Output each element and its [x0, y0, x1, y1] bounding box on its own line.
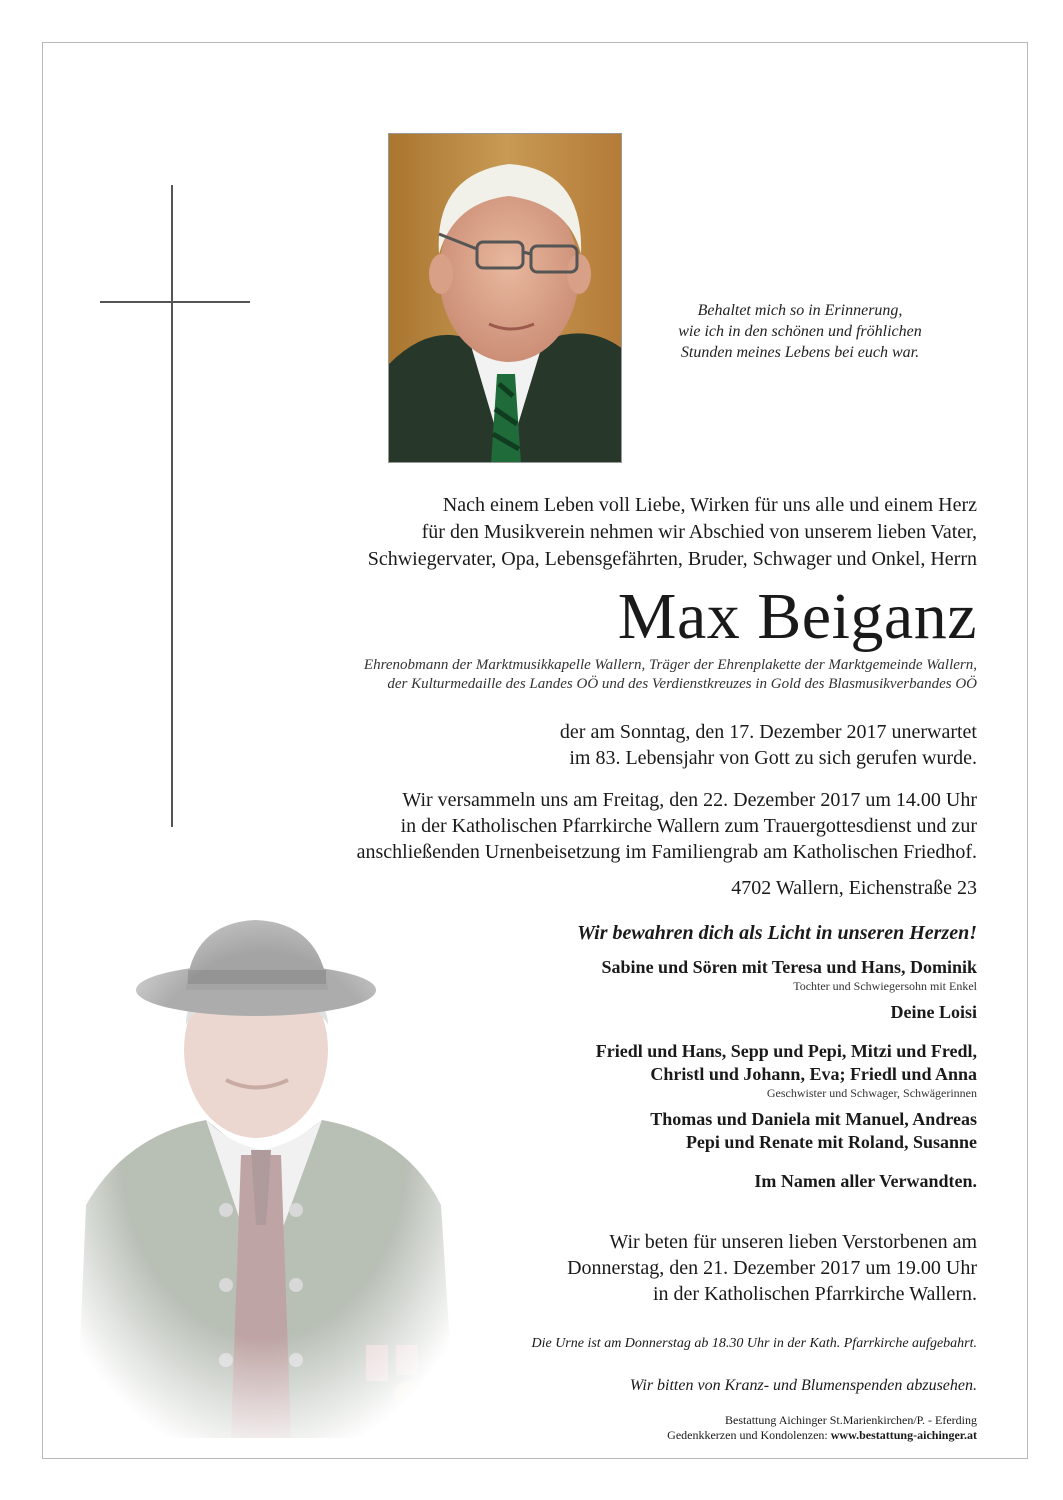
flowers-note: Wir bitten von Kranz- und Blumenspenden abzusehen.: [629, 1377, 977, 1394]
memorial-verse: [640, 300, 960, 363]
prayer-notice: [567, 1229, 977, 1307]
deceased-name: Max Beiganz: [617, 580, 977, 653]
honors-line: der Kulturmedaille des Landes OÖ und des Verdienstkreuzes in Gold des Blasmusikverbandes OÖ: [387, 676, 977, 692]
intro-line: für den Musikverein nehmen wir Abschied von unserem lieben Vater,: [421, 521, 977, 543]
undertaker-url[interactable]: www.bestattung-aichinger.at: [830, 1428, 977, 1442]
cross-icon: [171, 185, 173, 827]
death-notice: [560, 719, 977, 771]
funeral-line: Wir versammeln uns am Freitag, den 22. Dezember 2017 um 14.00 Uhr: [402, 789, 977, 811]
prayer-line: Donnerstag, den 21. Dezember 2017 um 19.00 Uhr: [567, 1257, 977, 1279]
motto: Wir bewahren dich als Licht in unseren Herzen!: [577, 922, 977, 944]
faded-photo: [66, 905, 462, 1438]
funeral-line: in der Katholischen Pfarrkirche Wallern zum Trauergottesdienst und zur: [400, 815, 977, 837]
mourner-group-name: Thomas und Daniela mit Manuel, Andreas: [650, 1109, 977, 1129]
prayer-line: in der Katholischen Pfarrkirche Wallern.: [652, 1283, 977, 1305]
verse-line: Stunden meines Lebens bei euch war.: [680, 344, 920, 361]
condolence-label: Gedenkkerzen und Kondolenzen:: [667, 1428, 831, 1442]
honors-line: Ehrenobmann der Marktmusikkapelle Wallern, Träger der Ehrenplakette der Marktgemeinde Wallern,: [363, 657, 977, 673]
address: 4702 Wallern, Eichenstraße 23: [731, 877, 977, 899]
mourner-group-name: Im Namen aller Verwandten.: [754, 1171, 977, 1191]
prayer-line: Wir beten für unseren lieben Verstorbenen am: [609, 1231, 977, 1253]
undertaker-info: [667, 1413, 977, 1443]
death-line: im 83. Lebensjahr von Gott zu sich gerufen wurde.: [569, 747, 977, 769]
urn-note: Die Urne ist am Donnerstag ab 18.30 Uhr in der Kath. Pfarrkirche aufgebahrt.: [531, 1336, 977, 1351]
mourners-list: [596, 956, 977, 1193]
verse-line: Behaltet mich so in Erinnerung,: [697, 302, 903, 319]
mourner-group-name: Sabine und Sören mit Teresa und Hans, Dominik: [601, 957, 977, 977]
verse-line: wie ich in den schönen und fröhlichen: [678, 323, 922, 340]
intro-line: Schwiegervater, Opa, Lebensgefährten, Bruder, Schwager und Onkel, Herrn: [367, 548, 977, 570]
mourner-relation: Tochter und Schwiegersohn mit Enkel: [793, 979, 977, 993]
funeral-details: [357, 787, 977, 865]
condolence-line: [667, 1428, 977, 1443]
mourner-relation: Geschwister und Schwager, Schwägerinnen: [766, 1086, 977, 1100]
cross-icon-bar: [100, 301, 250, 303]
honors-text: [364, 656, 977, 694]
mourner-group-name: Pepi und Renate mit Roland, Susanne: [685, 1132, 977, 1152]
undertaker-name: Bestattung Aichinger St.Marienkirchen/P. - Eferding: [725, 1413, 977, 1427]
mourner-group-name: Christl und Johann, Eva; Friedl und Anna: [650, 1064, 977, 1084]
intro-text: [368, 492, 977, 573]
death-line: der am Sonntag, den 17. Dezember 2017 unerwartet: [559, 721, 977, 743]
mourner-group-name: Deine Loisi: [890, 1002, 977, 1022]
intro-line: Nach einem Leben voll Liebe, Wirken für uns alle und einem Herz: [442, 494, 977, 516]
funeral-line: anschließenden Urnenbeisetzung im Familiengrab am Katholischen Friedhof.: [356, 841, 977, 863]
mourner-group-name: Friedl und Hans, Sepp und Pepi, Mitzi und Fredl,: [595, 1041, 977, 1061]
portrait-photo: [388, 133, 622, 463]
